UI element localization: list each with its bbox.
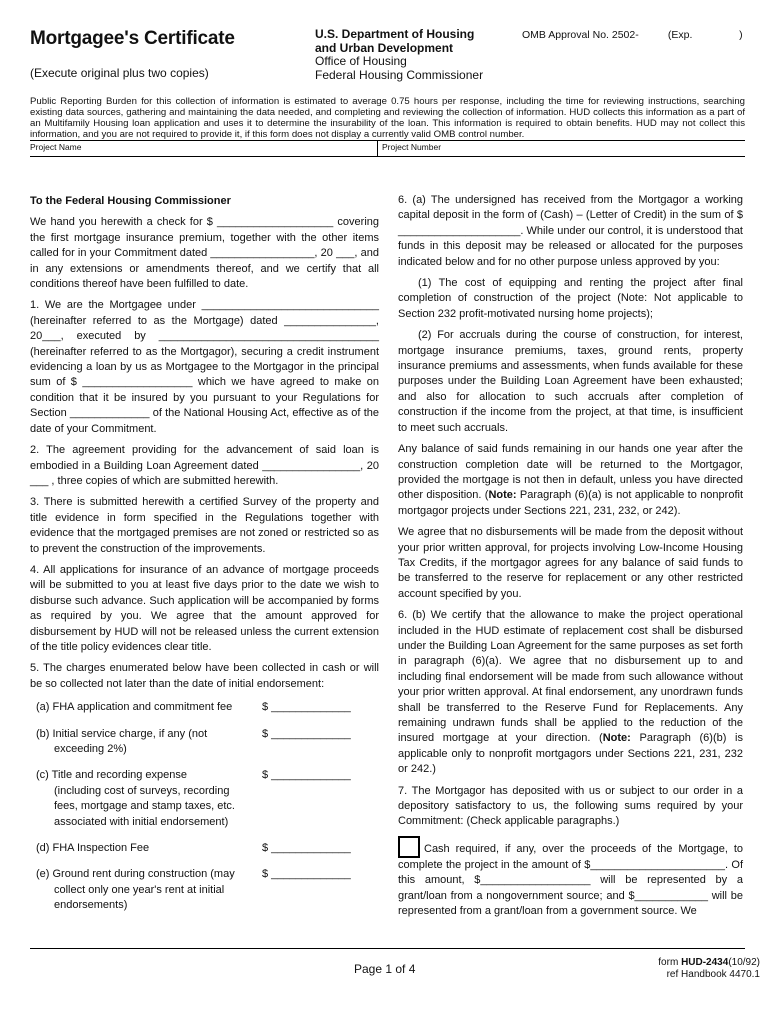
field-divider <box>377 141 378 156</box>
paragraph-3: 3. There is submitted herewith a certified Survey of the property and title evidence in form specified in the Regulations together with evidence that the mortgaged premises are not zoned or restricted so as to prevent the construction of the improvements. <box>30 496 379 555</box>
intro-paragraph: We hand you herewith a check for $ ___________________ covering the first mortgage insurance premium, together with the other items called for in your Commitment dated _________________, 20 ___, and in any extensions or amendments thereof, and we certify that all conditions thereof have been fulfilled to date. <box>30 216 379 291</box>
project-name-field[interactable]: Project Name <box>30 142 82 152</box>
agency-line: Office of Housing <box>315 54 407 68</box>
project-fields-row <box>30 140 745 157</box>
fee-amount-field[interactable]: $ _____________ <box>262 842 351 855</box>
fee-amount-field[interactable]: $ _____________ <box>262 727 351 740</box>
form-prefix: form <box>658 957 682 968</box>
form-number <box>600 957 760 981</box>
paragraph-6a-2: (2) For accruals during the course of construction, for interest, mortgage insurance premiums, taxes, ground rents, property insurance premiums and assessments, when funds available for these purposes under the Building Loan Agreement have been exhausted; and also for allocation to such accruals after completion of construction if the income from the project, at that time, is insufficient to meet such accruals. <box>398 329 743 434</box>
paragraph-1: 1. We are the Mortgagee under _____________________________ (hereinafter referred to as the Mortgage) dated _______________, 20___, executed by ____________________________________ (hereinafter referred to as the Mortgagor), securing a credit instrument evidencing a loan by us as Mortgagee to the Mortgagor in the principal sum of $ __________________ which we have agreed to make on condition that it be insured by you pursuant to your Regulations for Section _____________ of the National Housing Act, effective as of the date of your Commitment. <box>30 299 379 435</box>
omb-approval: OMB Approval No. 2502- (Exp. ) <box>522 29 743 41</box>
fee-label: (b) Initial service charge, if any (not exceeding 2%) <box>36 727 208 755</box>
fee-label: (c) Title and recording expense (including cost of surveys, recording fees, mortgage and stamp taxes, etc. associated with initial endorsement) <box>36 769 235 828</box>
right-column <box>398 193 743 925</box>
form-title: Mortgagee's Certificate <box>30 28 235 49</box>
fee-label: (e) Ground rent during construction (may collect only one year's rent at initial endorsements) <box>36 868 235 912</box>
fee-amount-field[interactable]: $ _____________ <box>262 769 351 782</box>
agency-line: and Urban Development <box>315 40 454 55</box>
fee-label: (a) FHA application and commitment fee <box>36 701 233 714</box>
page-number: Page 1 of 4 <box>354 962 416 976</box>
burden-statement: Public Reporting Burden for this collection of information is estimated to average 0.75 hours per response, including the time for reviewing instructions, searching existing data sources, gathering and maintaining the data needed, and completing and reviewing the collection of information. HUD collects this information as a part of an Multifamily Housing loan application and uses it to determine the insurability of the loan. This information is required to obtain benefits. HUD may not collect this information, and you are not required to provide it, if this form does not display a currently valid OMB control number. <box>30 96 745 140</box>
fee-item <box>30 727 379 758</box>
fee-amount-field[interactable]: $ _____________ <box>262 701 351 714</box>
paragraph-2: 2. The agreement providing for the advancement of said loan is embodied in a Building Loan Agreement dated ________________, 20 ___ , three copies of which are submitted herewith. <box>30 444 379 487</box>
fee-item <box>30 768 379 830</box>
text-run: Any balance of said funds remaining in our hands one year after the construction completion date will be returned to the Mortgagor, provided the mortgage is not then in default, unless you have directed other disposition. ( <box>398 443 743 502</box>
fee-amount-field[interactable]: $ _____________ <box>262 868 351 881</box>
fee-item <box>30 841 379 856</box>
paragraph-6a-tax-credits: We agree that no disbursements will be made from the deposit without your prior written approval, for projects involving Low-Income Housing Tax Credits, if the mortgagor agrees for any balance of said funds to be transferred to the reserve for replacement or any other restricted account specified by you. <box>398 526 743 600</box>
text-run: Paragraph (6)(b) is applicable only to nonprofit mortgagors under Sections 221, 231, 232 or 242.) <box>398 732 744 776</box>
agency-block <box>315 28 483 82</box>
project-number-field[interactable]: Project Number <box>382 142 442 152</box>
footer-rule <box>30 948 745 949</box>
agency-line: U.S. Department of Housing <box>315 27 475 41</box>
fee-label: (d) FHA Inspection Fee <box>36 842 150 855</box>
fee-item <box>30 867 379 913</box>
form-subtitle: (Execute original plus two copies) <box>30 66 209 80</box>
form-id: HUD-2434 <box>681 957 729 968</box>
left-column <box>30 194 379 925</box>
agency-line: Federal Housing Commissioner <box>315 67 484 82</box>
text-run: 6. (b) We certify that the allowance to make the project operational included in the HUD estimate of replacement cost shall be disbursed under the Building Loan Agreement for the same purposes as set forth in paragraph (6)(a). We agree that no disbursement up to and including final endorsement will be made from such allowance without your prior written approval. At final endorsement, any unordrawn funds shall be transferred to the Reserve Fund for Replacements. Any remaining undrawn funds shall be applied to the reduction of the insured mortgage at your direction. ( <box>398 609 743 745</box>
paragraph-5: 5. The charges enumerated below have been collected in cash or will be so collected not later than the date of initial endorsement: <box>30 662 379 690</box>
handbook-ref: ref Handbook 4470.1 <box>666 969 760 980</box>
paragraph-6a-balance <box>398 442 743 519</box>
note-label: Note: <box>488 489 517 502</box>
cash-required-checkbox[interactable] <box>398 836 420 858</box>
fee-list <box>30 700 379 913</box>
paragraph-6a: 6. (a) The undersigned has received from the Mortgagor a working capital deposit in the form of (Cash) – (Letter of Credit) in the sum of $ ____________________. While under our control, it is understood that funds in this deposit may be released or allocated for the purposes indicated below and for no other purpose unless approved by you: <box>398 194 743 268</box>
paragraph-7: 7. The Mortgagor has deposited with us or subject to our order in a depository satisfactory to us, the following sums required by your Commitment: (Check applicable paragraphs.) <box>398 784 743 828</box>
fee-item <box>30 700 379 715</box>
paragraph-7a <box>398 836 743 920</box>
paragraph-4: 4. All applications for insurance of an advance of mortgage proceeds will be submitted to you at least five days prior to the date we wish to disburse such advance. Such application will be accompanied by forms as required by you. We agree that the amount approved for disbursement by HUD will not be released unless the current extension of the title policy evidences clear title. <box>30 563 379 653</box>
form-date: (10/92) <box>728 957 760 968</box>
note-label: Note: <box>602 732 631 745</box>
paragraph-6a-1: (1) The cost of equipping and renting the project after final completion of construction of the project (Note: Not applicable to Section 232 profit-motivated nursing home projects); <box>398 277 743 320</box>
text-run: Cash required, if any, over the proceeds of the Mortgage, to complete the project in the amount of $______________________. Of this amount, $__________________ will be represented by a grant/loan from a nongovernment source; and $____________ will be represented from a grant/loan from a government source. We <box>398 842 743 918</box>
paragraph-6b <box>398 608 743 777</box>
text-run: Paragraph (6)(a) is not applicable to nonprofit mortgagor projects under Sections 221, 231, 232, or 242). <box>398 489 743 517</box>
addressee-heading: To the Federal Housing Commissioner <box>30 195 231 207</box>
